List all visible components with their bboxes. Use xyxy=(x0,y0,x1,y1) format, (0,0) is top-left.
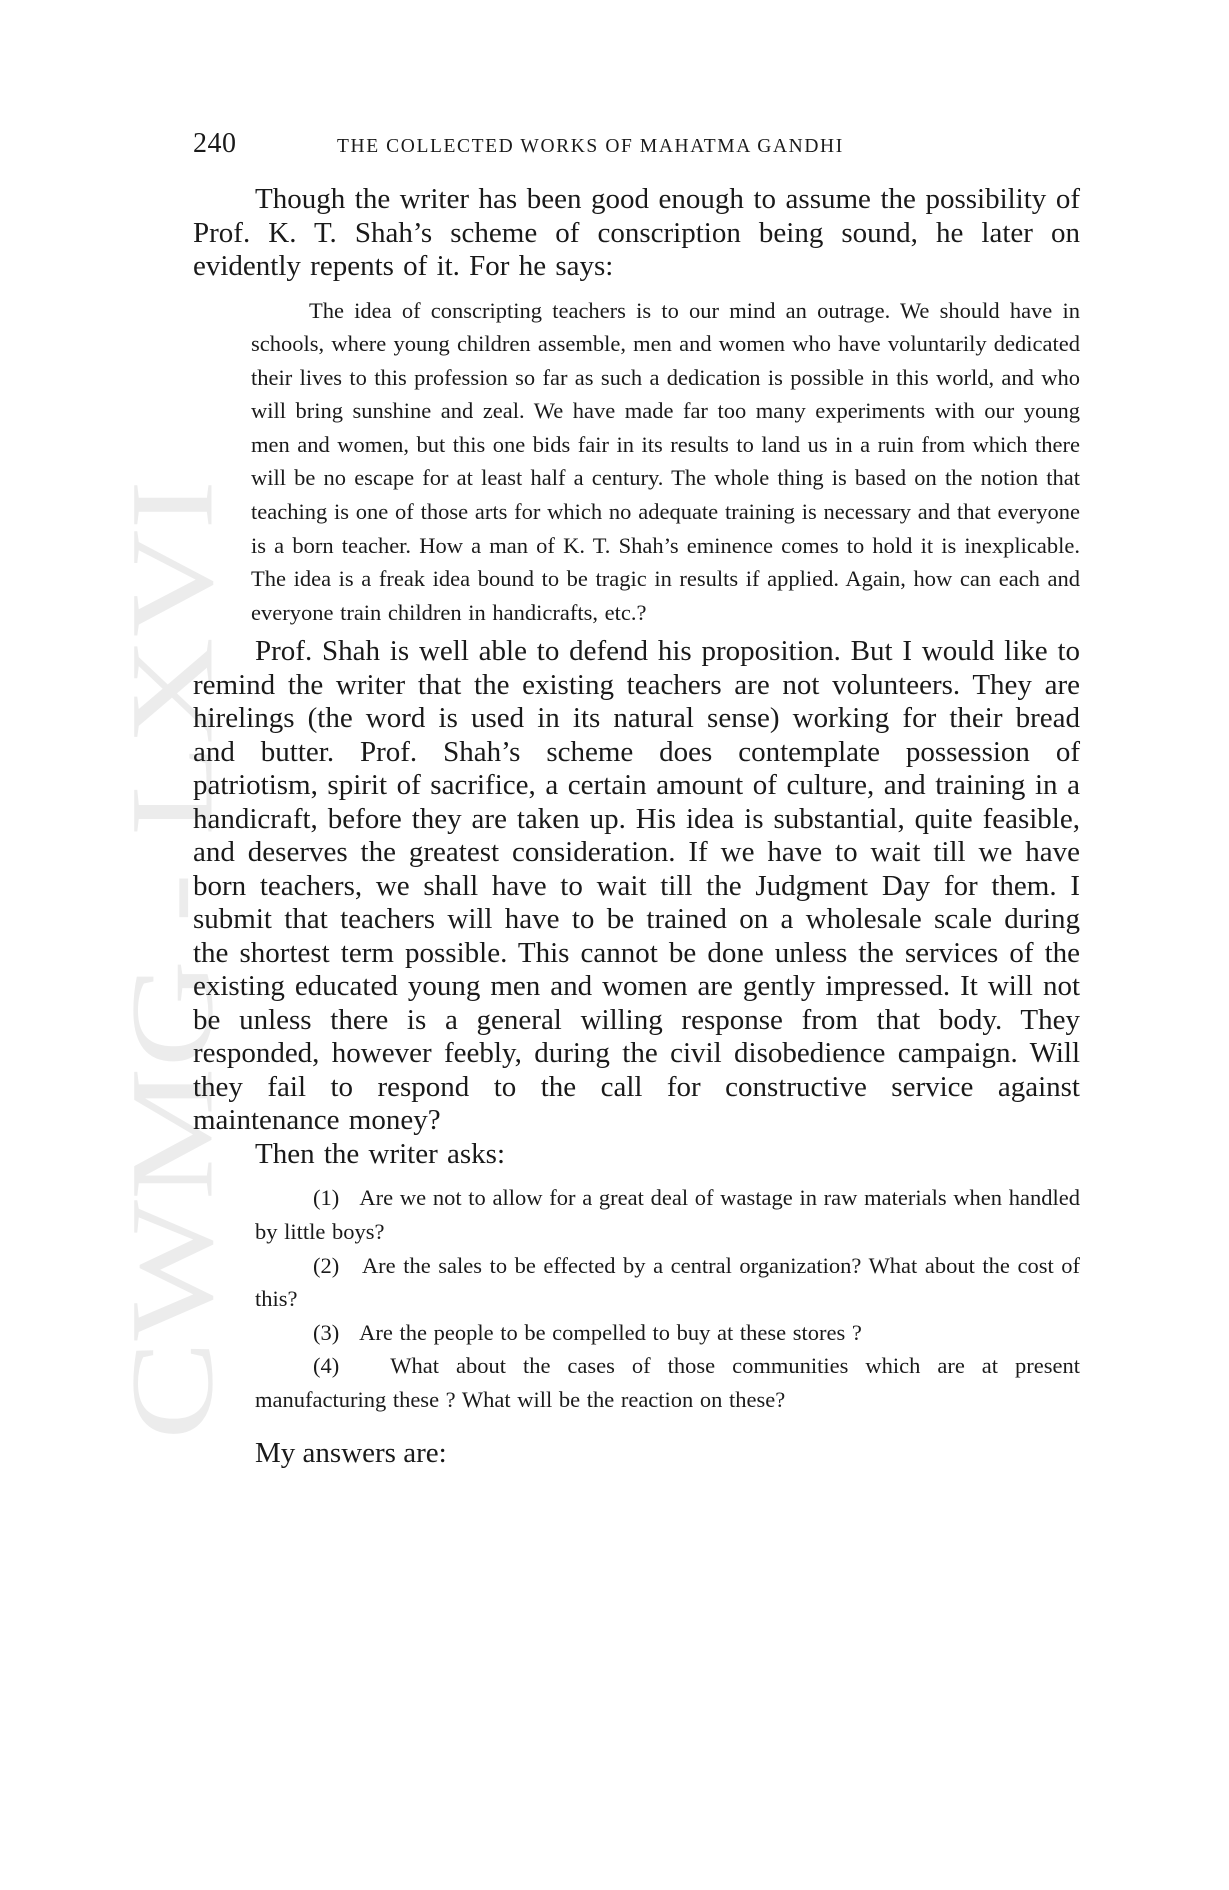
question-item xyxy=(255,1316,1080,1350)
question-item xyxy=(255,1181,1080,1248)
page-header xyxy=(193,128,1080,168)
watermark-text: CWMG - LXVI xyxy=(106,679,238,1440)
answers-heading: My answers are: xyxy=(255,1436,447,1469)
page-number: 240 xyxy=(193,128,237,159)
question-number: (4) xyxy=(313,1353,340,1379)
quoted-letter: The idea of conscripting teachers is to our mind an outrage. We should have in schools, where young children assemble, men and women who have voluntarily dedicated their lives to this profession so far as such a dedication is possible in this world, and who will bring sunshine and zeal. We have made far too many experiments with our young men and women, but this one bids fair in its results to land us in a ruin from which there will be no escape for at least half a century. The whole thing is based on the notion that teaching is one of those arts for which no adequate training is necessary and that everyone is a born teacher. How a man of K. T. Shah’s eminence comes to hold it is inexplicable. The idea is a freak idea bound to be tragic in results if applied. Again, how can each and everyone train children in handicrafts, etc.? xyxy=(251,297,1080,625)
question-text: Are the sales to be effected by a central organization? What about the cost of this? xyxy=(255,1252,1080,1312)
reply-paragraph: Prof. Shah is well able to defend his proposition. But I would like to remind the writer that the existing teachers are not volunteers. They are hirelings (the word is used in its natural sense) working for their bread and butter. Prof. Shah’s scheme does contemplate possession of patriotism, spirit of sacrifice, a certain amount of culture, and training in a handicraft, before they are taken up. His idea is substantial, quite feasible, and deserves the greatest consideration. If we have to wait till we have born teachers, we shall have to wait till the Judgment Day for them. I submit that teachers will have to be trained on a wholesale scale during the shortest term possible. This cannot be done unless the services of the existing educated young men and women are gently impressed. It will not be unless there is a general willing response from that body. They responded, however feebly, during the civil disobedience campaign. Will they fail to respond to the call for constructive service against maintenance money? xyxy=(193,635,1080,1137)
question-text: Are we not to allow for a great deal of wastage in raw materials when handled by little boys? xyxy=(255,1185,1080,1245)
running-title: THE COLLECTED WORKS OF MAHATMA GANDHI xyxy=(337,136,844,157)
question-list xyxy=(255,1181,1080,1416)
question-text: Are the people to be compelled to buy at these stores ? xyxy=(359,1319,862,1345)
question-item xyxy=(255,1349,1080,1416)
page-content xyxy=(193,183,1080,1470)
question-text: What about the cases of those communities which are at present manufacturing these ? What will be the reaction on these? xyxy=(255,1353,1081,1412)
intro-paragraph: Though the writer has been good enough to assume the possibility of Prof. K. T. Shah’s scheme of conscription being sound, he later on evidently repents of it. For he says: xyxy=(193,183,1080,282)
question-item xyxy=(255,1249,1080,1316)
questions-intro: Then the writer asks: xyxy=(255,1137,506,1170)
question-number: (1) xyxy=(313,1185,340,1211)
question-number: (3) xyxy=(313,1319,340,1345)
question-number: (2) xyxy=(313,1252,340,1278)
